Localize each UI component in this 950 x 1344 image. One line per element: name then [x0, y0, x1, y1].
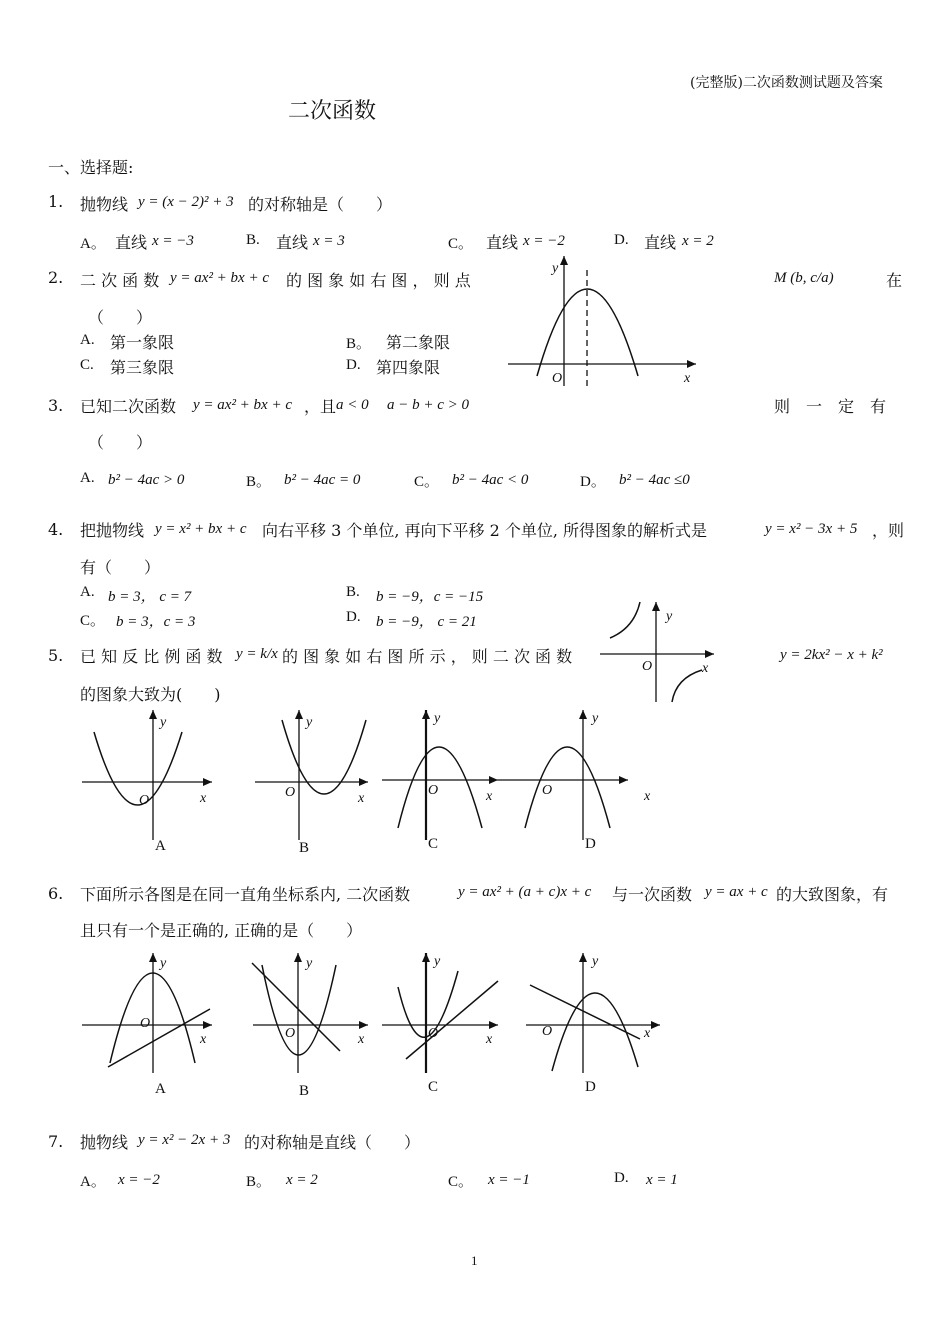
q6-mid: 与一次函数 — [612, 885, 693, 904]
q1-option-b-label: B. — [246, 232, 260, 248]
page-number: 1 — [471, 1253, 478, 1268]
q7-option-b-label: B。 — [246, 1174, 272, 1190]
q2-number: 2. — [48, 268, 64, 287]
q7-option-d-value: x = 1 — [646, 1172, 678, 1188]
q6-number: 6. — [48, 884, 64, 903]
q6-c-o: O — [428, 1026, 439, 1041]
q3-number: 3. — [48, 396, 64, 415]
q5-graph-origin-label: O — [642, 659, 653, 674]
page-title: 二次函数 — [288, 99, 377, 124]
q5-formula: y = k/x — [236, 646, 278, 662]
q2-parabola-graph — [500, 250, 705, 390]
q5-c-y: y — [434, 711, 441, 726]
q4-formula-2: y = x² − 3x + 5 — [765, 521, 858, 537]
q7-text: 抛物线 — [80, 1133, 129, 1152]
q4-option-b-value: b = −9，c = −15 — [376, 589, 484, 605]
q5-line-2: 的图象大致为( ) — [80, 685, 221, 704]
q2-answer-paren: （ ） — [88, 308, 153, 327]
q6-graph-d — [526, 953, 660, 1095]
q4-option-a-value: b = 3， c = 7 — [108, 589, 192, 605]
q6-a-x: x — [200, 1032, 207, 1047]
q7-option-c-label: C。 — [448, 1174, 474, 1190]
q2-option-b-text: 第二象限 — [386, 333, 451, 352]
q3-option-a-label: A. — [80, 470, 95, 486]
q4-number: 4. — [48, 520, 64, 539]
q1-option-c-label: C。 — [448, 236, 474, 252]
section-heading: 一、选择题: — [48, 158, 134, 177]
q5-graph-y-label: y — [666, 609, 673, 624]
q5-number: 5. — [48, 646, 64, 665]
q3-condition-1: a < 0 — [336, 397, 369, 413]
q6-b-o: O — [285, 1026, 296, 1041]
q5-graph-c — [382, 710, 498, 852]
q2-formula: y = ax² + bx + c — [170, 270, 269, 286]
q5-c-o: O — [428, 783, 439, 798]
q5-c-label: C — [428, 836, 439, 852]
q3-option-c-label: C。 — [414, 474, 440, 490]
q6-a-o: O — [140, 1016, 151, 1031]
q1-formula: y = (x − 2)² + 3 — [138, 194, 234, 210]
q2-option-a-text: 第一象限 — [110, 333, 175, 352]
q2-graph-y-label: y — [552, 261, 559, 276]
q6-graph-b — [252, 953, 368, 1099]
q3-option-a-value: b² − 4ac > 0 — [108, 472, 185, 488]
q7-option-b-value: x = 2 — [286, 1172, 318, 1188]
q4-formula: y = x² + bx + c — [155, 521, 247, 537]
q2-option-d-label: D. — [346, 357, 361, 373]
q4-option-a-label: A. — [80, 584, 95, 600]
q7-option-c-value: x = −1 — [488, 1172, 530, 1188]
q2-tail: 的 图 象 如 右 图 ， 则 点 — [286, 271, 471, 290]
q5-text: 已 知 反 比 例 函 数 — [80, 647, 223, 666]
q1-option-d-text: 直线 — [644, 233, 677, 252]
q5-graph-x-label: x — [702, 661, 709, 676]
q6-formula: y = ax² + (a + c)x + c — [458, 884, 592, 900]
q7-formula: y = x² − 2x + 3 — [138, 1132, 231, 1148]
q3-option-b-label: B。 — [246, 474, 272, 490]
page-header: (完整版)二次函数测试题及答案 — [690, 75, 883, 91]
q6-d-label: D — [585, 1079, 596, 1095]
q1-option-a-label: A。 — [80, 236, 106, 252]
q2-point: M (b, c/a) — [774, 270, 834, 286]
q6-c-label: C — [428, 1079, 439, 1095]
q6-d-x: x — [644, 1026, 651, 1041]
q2-option-a-label: A. — [80, 332, 95, 348]
q2-option-b-label: B。 — [346, 336, 372, 352]
q7-tail: 的对称轴是直线（ ） — [244, 1133, 421, 1152]
q4-tail: ，则 — [872, 521, 905, 540]
q5-d-label: D — [585, 836, 596, 852]
q3-text: 已知二次函数 — [80, 397, 177, 416]
q3-tail: 则 一 定 有 — [774, 397, 887, 416]
q4-option-d-label: D. — [346, 609, 361, 625]
q2-option-d-text: 第四象限 — [376, 358, 441, 377]
q5-b-label: B — [299, 840, 310, 856]
q6-d-o: O — [542, 1024, 553, 1039]
q6-text: 下面所示各图是在同一直角坐标系内, 二次函数 — [80, 885, 411, 904]
q1-option-c-text: 直线 — [486, 233, 519, 252]
q5-a-y: y — [160, 715, 167, 730]
q3-option-b-value: b² − 4ac = 0 — [284, 472, 361, 488]
q5-a-x: x — [200, 791, 207, 806]
q3-mid: ，且 — [304, 397, 337, 416]
q6-line-2: 且只有一个是正确的, 正确的是（ ） — [80, 921, 363, 940]
q1-option-b-value: x = 3 — [313, 233, 345, 249]
q2-zai: 在 — [886, 271, 903, 290]
q5-graph-b — [255, 710, 368, 856]
q5-b-y: y — [306, 715, 313, 730]
q4-text: 把抛物线 — [80, 521, 145, 540]
q5-b-o: O — [285, 785, 296, 800]
q6-c-y: y — [434, 954, 441, 969]
q5-hyperbola-graph — [596, 598, 721, 706]
q5-d-o: O — [542, 783, 553, 798]
q6-b-y: y — [306, 956, 313, 971]
q3-condition-2: a − b + c > 0 — [387, 397, 470, 413]
q3-option-d-label: D。 — [580, 474, 606, 490]
q7-option-d-label: D. — [614, 1170, 629, 1186]
q1-text: 抛物线 — [80, 195, 129, 214]
q7-number: 7. — [48, 1132, 64, 1151]
q3-option-d-value: b² − 4ac ≤0 — [619, 472, 690, 488]
q5-d-x: x — [644, 789, 651, 804]
q5-c-x: x — [486, 789, 493, 804]
q4-line-2: 有（ ） — [80, 558, 161, 577]
q1-option-d-value: x = 2 — [682, 233, 714, 249]
q4-mid: 向右平移 3 个单位, 再向下平移 2 个单位, 所得图象的解析式是 — [262, 521, 708, 540]
q5-graph-d — [498, 710, 651, 852]
q1-option-c-value: x = −2 — [523, 233, 565, 249]
q6-b-label: B — [299, 1083, 310, 1099]
q5-formula-2: y = 2kx² − x + k² — [780, 647, 883, 663]
q1-tail: 的对称轴是（ ） — [248, 195, 393, 214]
q4-option-d-value: b = −9， c = 21 — [376, 614, 477, 630]
q2-text: 二 次 函 数 — [80, 271, 160, 290]
q4-option-b-label: B. — [346, 584, 360, 600]
q2-graph-x-label: x — [684, 371, 691, 386]
q1-option-d-label: D. — [614, 232, 629, 248]
q1-number: 1. — [48, 192, 64, 211]
q5-a-o: O — [139, 793, 150, 808]
q3-formula: y = ax² + bx + c — [193, 397, 292, 413]
q6-b-x: x — [358, 1032, 365, 1047]
q1-option-b-text: 直线 — [276, 233, 309, 252]
q1-option-a-text: 直线 — [115, 233, 148, 252]
q6-graph-c — [382, 953, 498, 1095]
q6-graph-a — [82, 953, 212, 1097]
q5-a-label: A — [155, 838, 166, 854]
q5-b-x: x — [358, 791, 365, 806]
q1-option-a-value: x = −3 — [152, 233, 194, 249]
q5-d-y: y — [592, 711, 599, 726]
q6-d-y: y — [592, 954, 599, 969]
q6-a-label: A — [155, 1081, 166, 1097]
q7-option-a-value: x = −2 — [118, 1172, 160, 1188]
q6-a-y: y — [160, 956, 167, 971]
q5-mid: 的 图 象 如 右 图 所 示 ， 则 二 次 函 数 — [282, 647, 573, 666]
q3-option-c-value: b² − 4ac < 0 — [452, 472, 529, 488]
q7-option-a-label: A。 — [80, 1174, 106, 1190]
q5-choice-graphs — [0, 700, 680, 860]
q6-tail: 的大致图象，有 — [776, 885, 889, 904]
q4-option-c-label: C。 — [80, 613, 106, 629]
q6-formula-2: y = ax + c — [705, 884, 768, 900]
q6-c-x: x — [486, 1032, 493, 1047]
q2-graph-origin-label: O — [552, 371, 563, 386]
q4-option-c-value: b = 3，c = 3 — [116, 614, 196, 630]
q3-answer-paren: （ ） — [88, 433, 153, 452]
q6-choice-graphs — [0, 945, 680, 1105]
q5-graph-a — [82, 710, 212, 854]
q2-option-c-label: C. — [80, 357, 94, 373]
q2-option-c-text: 第三象限 — [110, 358, 175, 377]
